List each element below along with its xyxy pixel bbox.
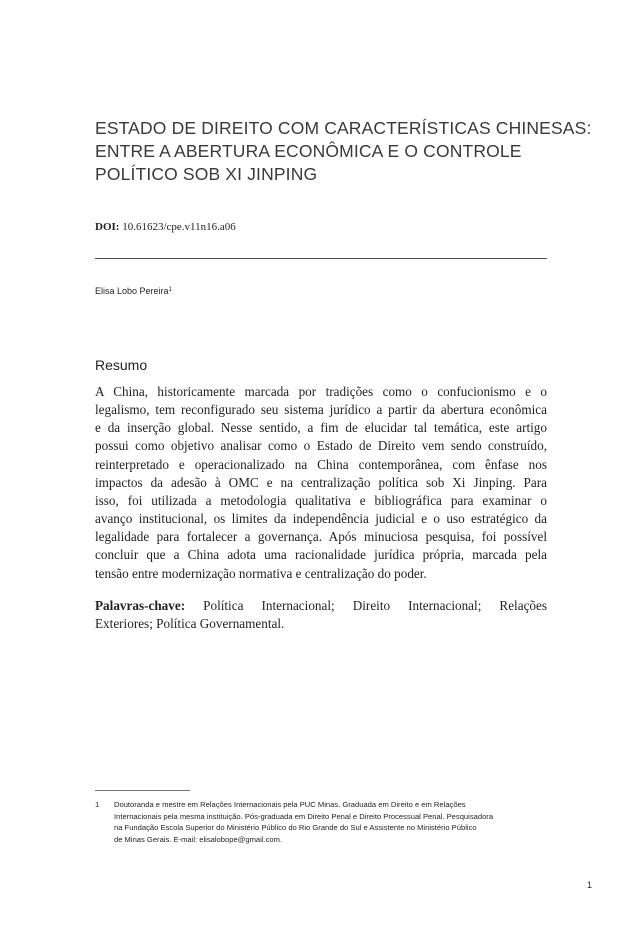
abstract-line: legalismo, tem reconfigurado seu sistema jurídico a partir da abertura econômica <box>95 402 547 418</box>
footnote-line: de Minas Gerais. E-mail: elisalobope@gmail.com. <box>114 834 283 844</box>
abstract-line: impactos da adesão à OMC e na centralização política sob Xi Jinping. Para <box>95 474 547 490</box>
author-name: Elisa Lobo Pereira <box>95 286 169 296</box>
footnote-line: Doutoranda e mestre em Relações Internacionais pela PUC Minas. Graduada em Direito e em Relações <box>114 800 466 809</box>
keywords-text: Política Internacional; Direito Internacional; Relações <box>203 598 547 613</box>
title-line: ENTRE A ABERTURA ECONÔMICA E O CONTROLE <box>95 141 522 161</box>
abstract-line: possui como objetivo analisar como o Estado de Direito vem sendo construído, <box>95 438 547 454</box>
footnote <box>95 799 547 845</box>
author-footnote-marker: 1 <box>168 287 172 293</box>
abstract-body <box>95 383 547 583</box>
footnote-line: na Fundação Escola Superior do Ministério Público do Rio Grande do Sul e Assistente no Ministério Público <box>114 823 477 832</box>
keywords-line <box>95 597 547 615</box>
doi-line <box>95 220 236 234</box>
abstract-line: e da inserção global. Nesse sentido, a fim de elucidar tal temática, este artigo <box>95 420 547 436</box>
abstract-line: tensão entre modernização normativa e centralização do poder. <box>95 565 427 581</box>
keywords-line: Exteriores; Política Governamental. <box>95 616 285 632</box>
footnote-text <box>114 799 547 845</box>
footnote-line: Internacionais pela mesma instituição. Pós-graduada em Direito Penal e Direito Processual Penal. Pesquisadora <box>114 811 494 821</box>
article-title <box>95 117 592 186</box>
abstract-line: isso, foi utilizada a metodologia qualitativa e bibliográfica para examinar o <box>95 492 547 508</box>
keywords-label: Palavras-chave: <box>95 598 186 613</box>
author-line <box>95 285 172 297</box>
header-divider <box>95 258 547 259</box>
title-line: ESTADO DE DIREITO COM CARACTERÍSTICAS CHINESAS: <box>95 118 592 138</box>
page-number: 1 <box>587 880 593 890</box>
abstract-line: legalidade para fortalecer a governança. Após minuciosa pesquisa, foi possível <box>95 529 547 545</box>
keywords-block <box>95 597 547 633</box>
doi-label: DOI: <box>95 221 120 233</box>
doi-value: 10.61623/cpe.v11n16.a06 <box>122 221 236 233</box>
abstract-line: reinterpretado e operacionalizado na China contemporânea, com ênfase nos <box>95 456 547 472</box>
abstract-line: concluir que a China adota uma racionalidade jurídica própria, marcada pela <box>95 547 547 563</box>
footnote-number: 1 <box>95 800 100 809</box>
title-line: POLÍTICO SOB XI JINPING <box>95 164 318 184</box>
abstract-heading: Resumo <box>95 357 148 373</box>
abstract-line: A China, historicamente marcada por tradições como o confucionismo e o <box>95 384 547 399</box>
footnote-divider <box>95 790 190 791</box>
abstract-line: avanço institucional, os limites da independência judicial e o uso estratégico da <box>95 511 547 527</box>
